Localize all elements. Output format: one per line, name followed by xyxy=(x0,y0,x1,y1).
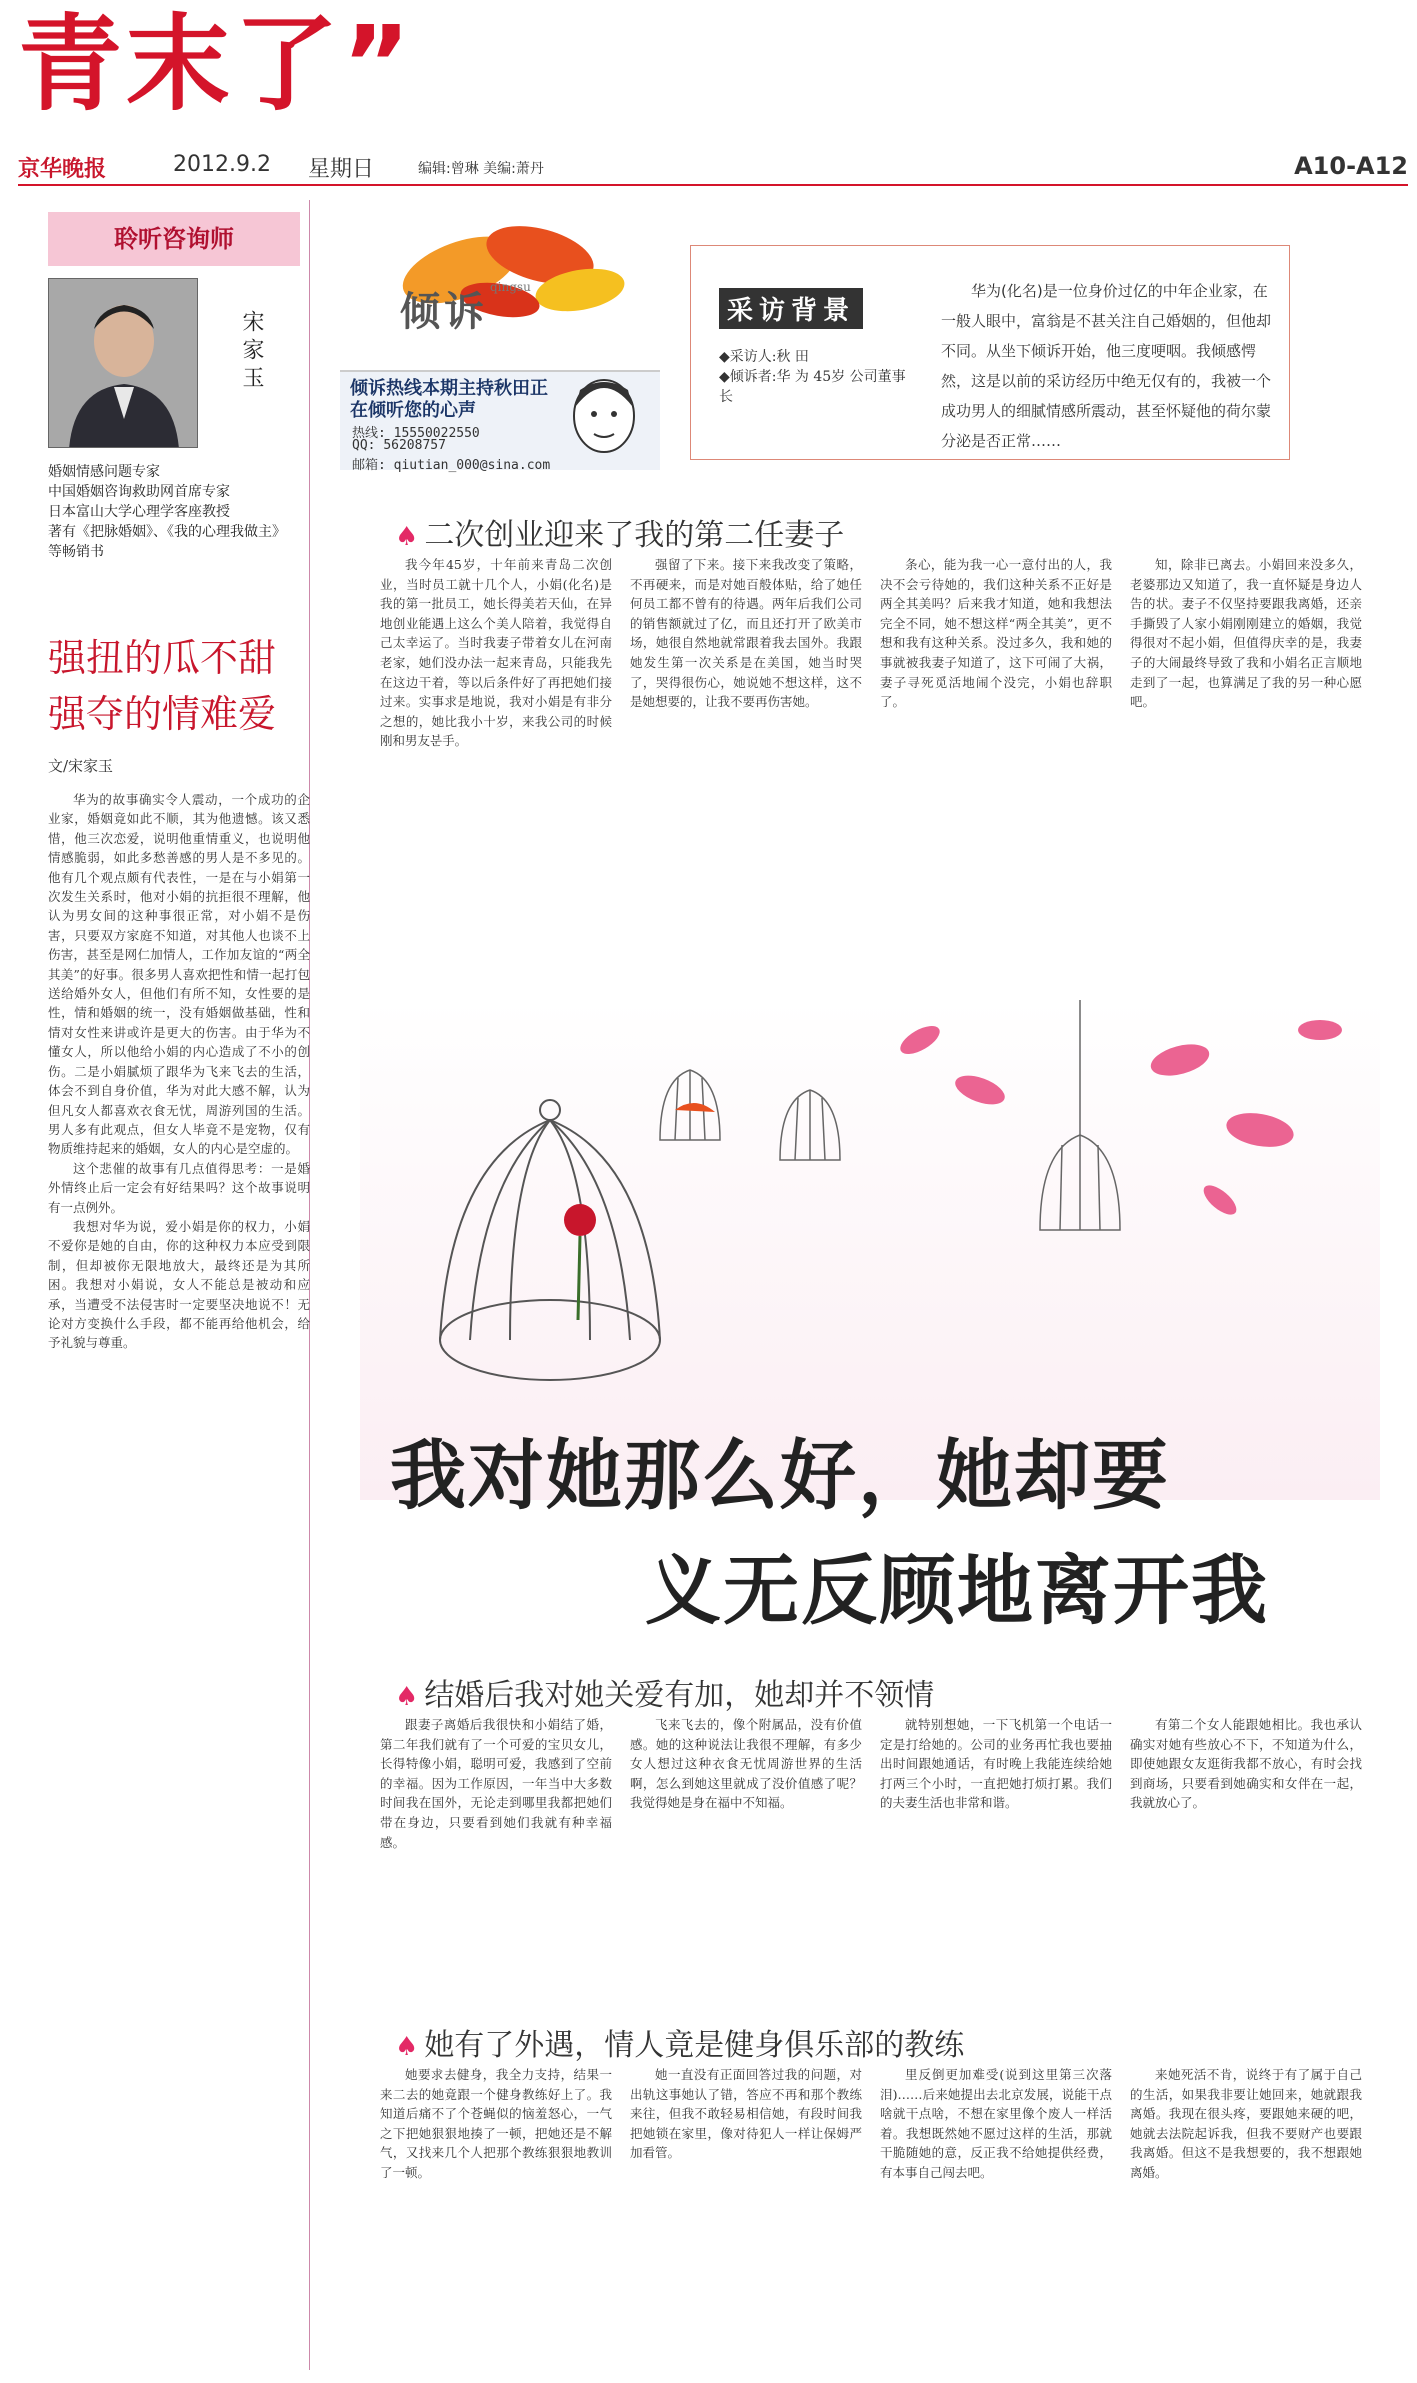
spade-icon: ♠ xyxy=(395,522,419,552)
advisor-article-body xyxy=(48,790,310,2360)
advisor-credential: 日本富山大学心理学客座教授 xyxy=(48,504,230,520)
paragraph: 我想对华为说，爱小娟是你的权力，小娟不爱你是她的自由，你的这种权力本应受到限制，但却被你无限地放大，最终还是为其所困。我想对小娟说，女人不能总是被动和应承，当遭受不法侵害时一定要坚决地说不！无论对方变换什么手段，都不能再给他机会，给予礼貌与尊重。 xyxy=(48,1218,310,1351)
advisor-name: 宋家玉 xyxy=(239,310,264,394)
hotline-qq: QQ: 56208757 xyxy=(352,438,446,453)
story-column: 有第二个女人能跟她相比。我也承认确实对她有些放心不下，不知道为什么，即使她跟女友逛街我都不放心，有时会找到商场，只要看到她确实和女伴在一起，我就放心了。 xyxy=(1130,1717,1362,1811)
background-label: 采访背景 xyxy=(719,288,863,329)
advisor-column xyxy=(40,200,310,2370)
hotline-box xyxy=(340,370,660,473)
story-column: 飞来飞去的，像个附属品，没有价值感。她的这种说法让我很不理解，有多少女人想过这种衣食无忧周游世界的生活啊，怎么到她这里就成了没价值感了呢？我觉得她是身在福中不知福。 xyxy=(630,1717,862,1811)
section-heading: ♠ 二次创业迎来了我的第二任妻子 xyxy=(395,518,845,553)
headline-line: 强夺的情难爱 xyxy=(48,692,277,736)
advisor-credential: 著有《把脉婚姻》、《我的心理我做主》 xyxy=(48,524,286,540)
paragraph: 华为的故事确实令人震动，一个成功的企业家，婚姻竟如此不顺，其为他遗憾。该又悉惜，他三次恋爱，说明他重情重义，也说明他情感脆弱，如此多愁善感的男人是不多见的。他有几个观点颇有代表性，一是在与小娟第一次发生关系时，他对小娟的抗拒很不理解，他认为男女间的这种事很正常，对小娟不是伤害，只要双方家庭不知道，对其他人也谈不上伤害，甚至是网仁加情人，工作加友谊的“两全其美”的好事。很多男人喜欢把性和情一起打包送给婚外女人，但他们有所不知，女性要的是性，情和婚姻的统一，没有婚姻做基础，性和情对女性来讲或许是更大的伤害。由于华为不懂女人，所以他给小娟的内心造成了不小的创伤。二是小娟腻烦了跟华为飞来飞去的生活，体会不到自身价值，华为对此大感不解，认为但凡女人都喜欢衣食无忧，周游列国的生活。男人多有此观点，但女人毕竟不是宠物，仅有物质维持起来的婚姻，女人的内心是空虚的。 xyxy=(48,792,310,1157)
section-title-logo: 青末了” xyxy=(18,3,415,125)
headline-line: 强扭的瓜不甜 xyxy=(48,636,277,680)
story-column: 我今年45岁，十年前来青岛二次创业，当时员工就十几个人，小娟(化名)是我的第一批员工，她长得美若天仙，在异地创业能遇上这么个美人陪着，我觉得自己太幸运了。当时我妻子带着女儿在河南老家，她们没办法一起来青岛，只能我先在这边干着，等以后条件好了再把她们接过来。实事求是地说，我对小娟是有非分之想的，她比我小十岁，来我公司的时候刚和男友분手。 xyxy=(380,557,612,749)
editor-credits: 编辑:曾琳 美编:萧丹 xyxy=(418,161,544,177)
masthead xyxy=(18,4,1408,134)
story-column: 跟妻子离婚后我很快和小娟结了婚，第二年我们就有了一个可爱的宝贝女儿，长得特像小娟，聪明可爱，我感到了空前的幸福。因为工作原因，一年当中大多数时间我在国外，无论走到哪里我都把她们带在身边，只要看到她们我就有种幸福感。 xyxy=(380,1717,612,1850)
advisor-headline xyxy=(48,630,308,742)
story-column: 强留了下来。接下来我改变了策略，不再硬来，而是对她百般体贴，给了她任何员工都不曾有的待遇。两年后我们公司的销售额就过了亿，而且还打开了欧美市场，她很自然地就常跟着我去国外。我跟她发生第一次关系是在美国，她当时哭了，哭得很伤心，她说她不想这样，这不是她想要的，让我不要再伤害她。 xyxy=(630,557,862,710)
issue-date: 2012.9.2 xyxy=(173,152,271,177)
advisor-portrait-icon xyxy=(49,279,198,448)
story-column: 条心，能为我一心一意付出的人，我决不会亏待她的，我们这种关系不正好是两全其美吗？后来我才知道，她和我想法完全不同，她不想这样“两全其美”，更不想和我有这种关系。没过多久，我和她的事就被我妻子知道了，这下可闹了大祸，妻子寻死觅活地闹个没完，小娟也辞职了。 xyxy=(880,557,1112,710)
feature-title-line: 义无反顾地离开我 xyxy=(645,1546,1269,1635)
advisor-column-header: 聆听咨询师 xyxy=(48,212,300,266)
hotline-title: 倾诉热线本期主持秋田正在倾听您的心声 xyxy=(350,378,548,421)
spade-icon: ♠ xyxy=(395,2032,419,2062)
advisor-credential: 婚姻情感问题专家 xyxy=(48,464,160,480)
qingsu-pinyin: qingsu xyxy=(490,280,531,294)
advisor-credential: 中国婚姻咨询救助网首席专家 xyxy=(48,484,230,500)
qingsu-banner xyxy=(340,200,660,473)
story-column: 里反倒更加难受(说到这里第三次落泪)……后来她提出去北京发展，说能干点啥就干点啥，不想在家里像个废人一样活着。我想既然她不愿过这样的生活，那就干脆随她的意，反正我不给她提供经费，有本事自己闯去吧。 xyxy=(880,2067,1112,2180)
story-column: 她要求去健身，我全力支持，结果一来二去的她竟跟一个健身教练好上了。我知道后痛不了个苍蝇似的恼羞怒心，一气之下把她狠狠地揍了一顿，把她还是不解气，又找来几个人把那个教练狠狠地教训了一顿。 xyxy=(380,2067,612,2180)
interview-background-box xyxy=(690,245,1290,460)
section-heading: ♠ 结婚后我对她关爱有加，她却并不领情 xyxy=(395,1678,935,1713)
teller-line: ◆倾诉者:华 为 45岁 公司董事长 xyxy=(719,369,906,405)
story-column: 她一直没有正面回答过我的问题，对出轨这事她认了错，答应不再和那个教练来往，但我不敢轻易相信她，有段时间我把她锁在家里，像对待犯人一样让保姆严加看管。 xyxy=(630,2067,862,2161)
section-heading: ♠ 她有了外遇，情人竟是健身俱乐部的教练 xyxy=(395,2028,965,2063)
newspaper-name: 京华晚报 xyxy=(18,157,107,182)
interviewer-line: ◆采访人:秋 田 xyxy=(719,349,809,365)
qingsu-logo: 倾诉 xyxy=(400,288,488,335)
background-intro: 华为(化名)是一位身价过亿的中年企业家，在一般人眼中，富翁是不甚关注自己婚姻的，但他却不同。从坐下倾诉开始，他三度哽咽。我倾感愕然，这是以前的采访经历中绝无仅有的，我被一个成功男人的细腻情感所震动，甚至怀疑他的荷尔蒙分泌是否正常…… xyxy=(941,282,1272,450)
story-column: 知，除非已离去。小娟回来没多久，老婆那边又知道了，我一直怀疑是身边人告的状。妻子不仅坚持要跟我离婚，还亲手撕毁了人家小娟刚刚建立的婚姻，我觉得很对不起小娟，但值得庆幸的是，我妻子的大闹最终导致了我和小娟名正言顺地走到了一起，也算满足了我的另一种心愿吧。 xyxy=(1130,557,1362,710)
story-column: 就特别想她，一下飞机第一个电话一定是打给她的。公司的业务再忙我也要抽出时间跟她通话，有时晚上我能连续给她打两三个小时，一直把她打烦打累。我们的夫妻生活也非常和谐。 xyxy=(880,1717,1112,1811)
byline: 文/宋家玉 xyxy=(48,757,114,775)
dateline-bar xyxy=(18,148,1408,186)
story-column: 来她死活不肯，说终于有了属于自己的生活，如果我非要让她回来，她就跟我离婚。我现在很头疼，要跟她来硬的吧，她就去法院起诉我，但我不要财产也要跟我离婚。但这不是我想要的，我不想跟她离婚。 xyxy=(1130,2067,1362,2180)
host-cartoon-icon xyxy=(554,366,654,466)
spade-icon: ♠ xyxy=(395,1682,419,1712)
paragraph: 这个悲催的故事有几点值得思考：一是婚外情终止后一定会有好结果吗？这个故事说明有一点例外。 xyxy=(48,1160,310,1215)
hotline-email[interactable]: 邮箱: qiutian_000@sina.com xyxy=(352,458,551,473)
advisor-photo xyxy=(48,278,198,448)
feature-title-line: 我对她那么好，她却要 xyxy=(390,1431,1170,1520)
page-range: A10-A12 xyxy=(1294,152,1408,180)
advisor-credential: 等畅销书 xyxy=(48,544,104,560)
issue-weekday: 星期日 xyxy=(308,157,375,182)
hotline-phone: 热线: 15550022550 xyxy=(352,426,480,441)
